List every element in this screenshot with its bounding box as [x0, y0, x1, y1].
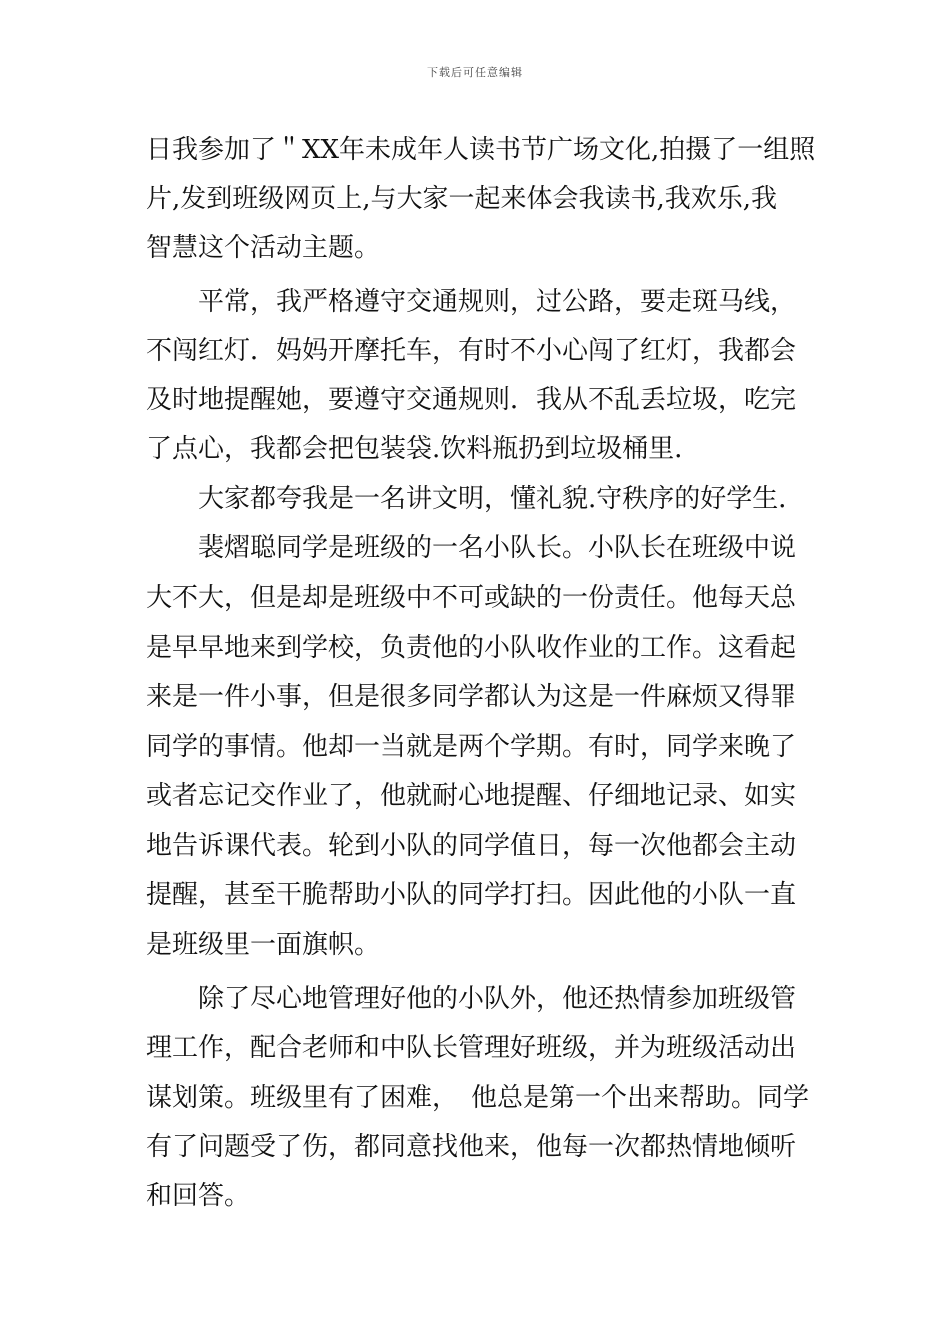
text-line: 了点心，我都会把包装袋.饮料瓶扔到垃圾桶里．	[146, 434, 701, 464]
text-line: 裴熠聪同学是班级的一名小队长。小队长在班级中说	[198, 533, 797, 563]
text-line: 除了尽心地管理好他的小队外，他还热情参加班级管	[198, 984, 797, 1014]
header-note: 下载后可任意编辑	[427, 66, 523, 79]
text-line: 片,发到班级网页上,与大家一起来体会我读书,我欢乐,我	[146, 184, 778, 214]
text-line: 来是一件小事，但是很多同学都认为这是一件麻烦又得罪	[146, 682, 797, 712]
text-line: 平常，我严格遵守交通规则，过公路，要走斑马线，	[198, 287, 797, 317]
text-line: 是早早地来到学校，负责他的小队收作业的工作。这看起	[146, 633, 797, 663]
text-line: 及时地提醒她，要遵守交通规则．我从不乱丢垃圾，吃完	[146, 385, 797, 415]
text-line: 智慧这个活动主题。	[146, 233, 381, 263]
text-line: 大不大，但是却是班级中不可或缺的一份责任。他每天总	[146, 583, 797, 613]
text-line: 是班级里一面旗帜。	[146, 930, 381, 960]
text-line: 同学的事情。他却一当就是两个学期。有时，同学来晚了	[146, 732, 797, 762]
text-line: 和回答。	[146, 1181, 251, 1211]
text-line: 有了问题受了伤，都同意找他来，他每一次都热情地倾听	[146, 1132, 797, 1162]
text-line: 不闯红灯．妈妈开摩托车，有时不小心闯了红灯，我都会	[146, 336, 797, 366]
text-line: 日我参加了＂XX年未成年人读书节广场文化,拍摄了一组照	[146, 135, 816, 165]
text-line: 理工作，配合老师和中队长管理好班级，并为班级活动出	[146, 1033, 797, 1063]
text-line: 大家都夸我是一名讲文明，懂礼貌.守秩序的好学生．	[198, 484, 805, 514]
text-line: 谋划策。班级里有了困难， 他总是第一个出来帮助。同学	[146, 1083, 810, 1113]
text-line: 地告诉课代表。轮到小队的同学值日，每一次他都会主动	[146, 831, 797, 861]
text-line: 或者忘记交作业了，他就耐心地提醒、仔细地记录、如实	[146, 781, 797, 811]
text-line: 提醒，甚至干脆帮助小队的同学打扫。因此他的小队一直	[146, 880, 797, 910]
